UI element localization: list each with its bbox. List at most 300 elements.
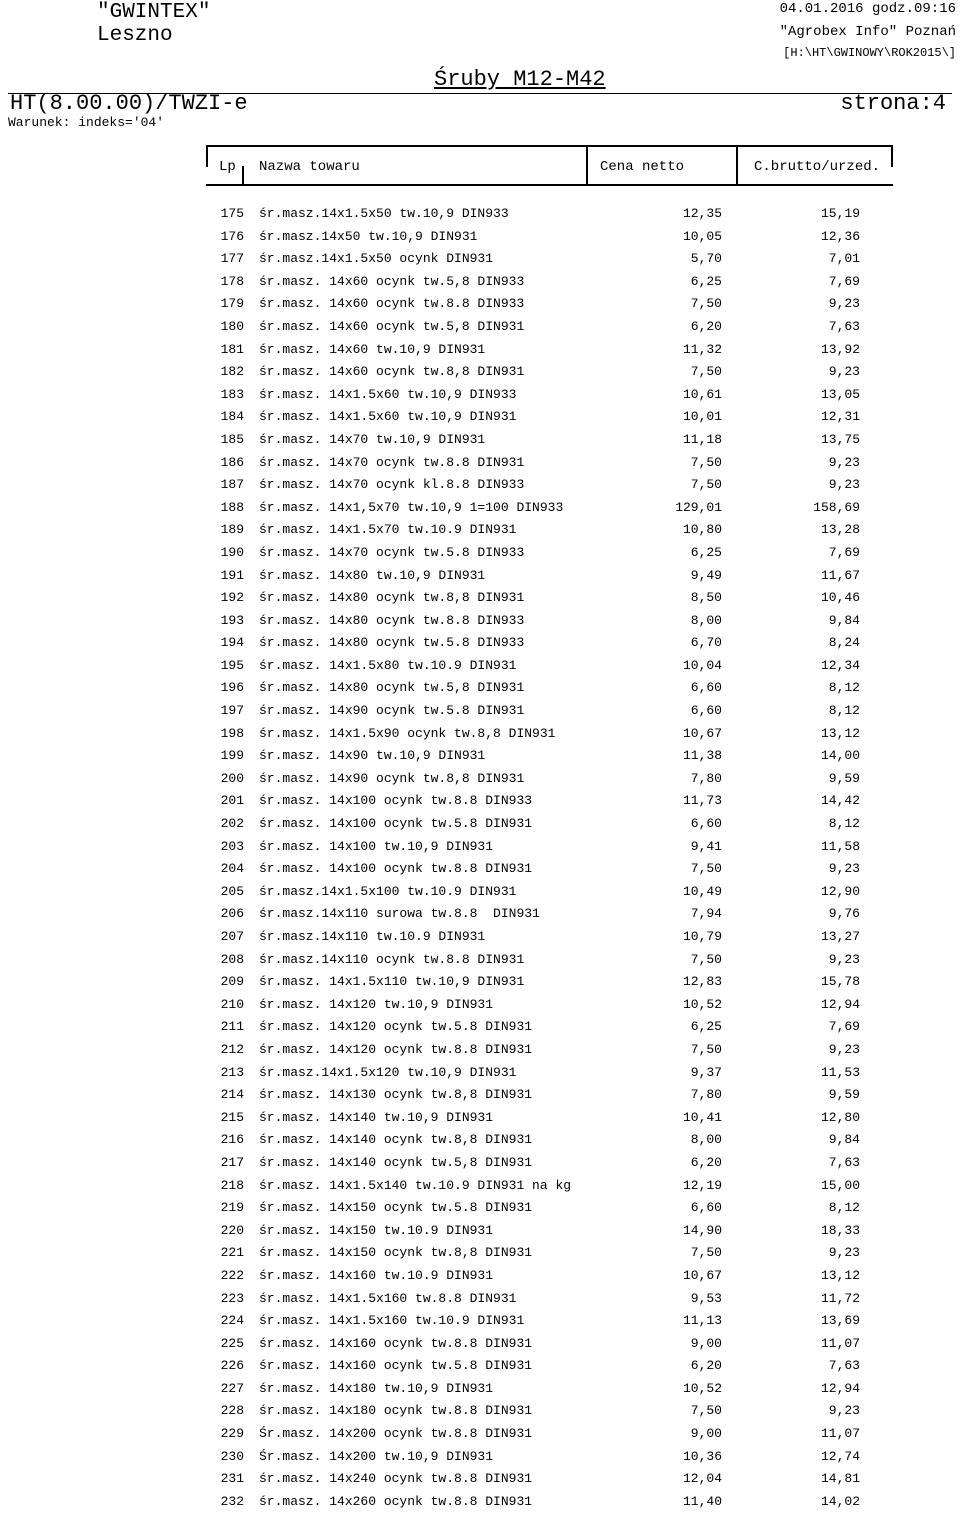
net-price: 7,80	[690, 770, 722, 786]
gross-price: 13,75	[820, 431, 860, 447]
gross-price: 13,27	[820, 929, 860, 944]
product-name: śr.masz. 14x80 ocynk tw.5,8 DIN931	[259, 680, 525, 696]
table-row	[0, 1423, 960, 1446]
gross-price: 9,59	[828, 770, 860, 786]
row-number: 179	[220, 296, 244, 312]
row-number: 187	[220, 477, 244, 493]
table-row	[0, 1016, 960, 1039]
table-row	[0, 1446, 960, 1469]
net-price: 9,00	[690, 1426, 722, 1442]
table-row	[0, 1310, 960, 1333]
software-author: "Agrobex Info" Poznań	[779, 24, 956, 40]
table-row	[0, 1242, 960, 1265]
row-number: 184	[220, 409, 244, 425]
table-row	[0, 587, 960, 610]
product-name: śr.masz. 14x80 ocynk tw.8,8 DIN931	[259, 590, 525, 606]
product-name: śr.masz. 14x1,5x70 tw.10,9 1=100 DIN933	[259, 499, 564, 515]
table-row	[0, 813, 960, 836]
product-name: śr.masz. 14x150 ocynk tw.5.8 DIN931	[259, 1200, 533, 1216]
product-name: śr.masz.14x110 tw.10.9 DIN931	[259, 929, 486, 944]
table-row	[0, 226, 960, 249]
row-number: 225	[220, 1335, 244, 1351]
product-name: śr.masz. 14x1.5x60 tw.10,9 DIN933	[259, 386, 517, 402]
net-price: 6,60	[690, 680, 722, 696]
row-number: 215	[220, 1109, 244, 1125]
product-name: śr.masz. 14x90 ocynk tw.8,8 DIN931	[259, 770, 525, 786]
net-price: 8,00	[690, 1132, 722, 1148]
gross-price: 13,28	[820, 522, 860, 538]
gross-price: 9,23	[828, 454, 860, 470]
net-price: 9,37	[690, 1064, 722, 1080]
table-row	[0, 361, 960, 384]
column-divider	[586, 166, 588, 186]
product-name: śr.masz. 14x90 tw.10,9 DIN931	[259, 748, 486, 764]
table-row	[0, 723, 960, 746]
product-name: śr.masz. 14x100 ocynk tw.8.8 DIN933	[259, 793, 533, 809]
table-row	[0, 949, 960, 972]
net-price: 12,19	[682, 1177, 722, 1193]
product-name: śr.masz. 14x1.5x60 tw.10,9 DIN931	[259, 409, 517, 425]
product-name: śr.masz. 14x130 ocynk tw.8,8 DIN931	[259, 1087, 533, 1103]
product-name: śr.masz. 14x1.5x80 tw.10.9 DIN931	[259, 657, 517, 673]
product-name: śr.masz.14x50 tw.10,9 DIN931	[259, 228, 478, 244]
product-name: śr.masz. 14x100 ocynk tw.5.8 DIN931	[259, 816, 533, 832]
net-price: 12,04	[682, 1471, 722, 1487]
row-number: 203	[220, 838, 244, 854]
gross-price: 11,07	[820, 1426, 860, 1442]
gross-price: 12,34	[820, 657, 860, 673]
gross-price: 9,23	[828, 477, 860, 493]
column-header-gross-price: C.brutto/urzed.	[754, 159, 881, 175]
net-price: 10,04	[682, 657, 722, 673]
row-number: 224	[220, 1313, 244, 1329]
table-row	[0, 610, 960, 633]
column-divider	[242, 166, 244, 186]
product-name: śr.masz. 14x150 tw.10.9 DIN931	[259, 1222, 494, 1238]
gross-price: 9,23	[828, 1403, 860, 1419]
product-name: śr.masz. 14x1.5x90 ocynk tw.8,8 DIN931	[259, 725, 556, 741]
gross-price: 9,23	[828, 296, 860, 312]
row-number: 216	[220, 1132, 244, 1148]
row-number: 223	[220, 1290, 244, 1306]
gross-price: 12,94	[820, 996, 860, 1012]
row-number: 181	[220, 341, 244, 357]
table-row	[0, 452, 960, 475]
gross-price: 7,63	[828, 1358, 860, 1374]
table-row	[0, 293, 960, 316]
table-row	[0, 497, 960, 520]
net-price: 7,94	[690, 906, 722, 922]
gross-price: 9,84	[828, 1132, 860, 1148]
row-number: 209	[220, 974, 244, 990]
table-row	[0, 858, 960, 881]
company-name: "GWINTEX"	[97, 1, 211, 24]
table-row	[0, 881, 960, 904]
row-number: 186	[220, 454, 244, 470]
gross-price: 15,00	[820, 1177, 860, 1193]
net-price: 11,38	[682, 748, 722, 764]
gross-price: 9,84	[828, 612, 860, 628]
product-name: Śr.masz. 14x200 ocynk tw.8.8 DIN931	[259, 1426, 533, 1442]
product-name: śr.masz. 14x1.5x160 tw.10.9 DIN931	[259, 1313, 525, 1329]
gross-price: 13,92	[820, 341, 860, 357]
product-name: śr.masz. 14x140 ocynk tw.8,8 DIN931	[259, 1132, 533, 1148]
net-price: 6,20	[690, 1154, 722, 1170]
row-number: 205	[220, 883, 244, 899]
product-name: śr.masz. 14x150 ocynk tw.8,8 DIN931	[259, 1245, 533, 1261]
net-price: 7,50	[690, 861, 722, 877]
report-title: Śruby M12-M42	[434, 67, 606, 92]
net-price: 6,60	[690, 703, 722, 719]
product-name: śr.masz. 14x70 tw.10,9 DIN931	[259, 431, 486, 447]
table-row	[0, 632, 960, 655]
row-number: 218	[220, 1177, 244, 1193]
row-number: 202	[220, 816, 244, 832]
gross-price: 8,12	[828, 680, 860, 696]
row-number: 178	[220, 273, 244, 289]
product-name: śr.masz. 14x70 ocynk tw.5.8 DIN933	[259, 544, 525, 560]
gross-price: 9,76	[828, 906, 860, 922]
row-number: 197	[220, 703, 244, 719]
product-name: śr.masz. 14x60 tw.10,9 DIN931	[259, 341, 486, 357]
row-number: 206	[220, 906, 244, 922]
product-name: śr.masz. 14x80 tw.10,9 DIN931	[259, 567, 486, 583]
table-row	[0, 1129, 960, 1152]
gross-price: 13,12	[820, 725, 860, 741]
row-number: 204	[220, 861, 244, 877]
product-name: śr.masz. 14x60 ocynk tw.8.8 DIN933	[259, 296, 525, 312]
product-name: śr.masz. 14x180 ocynk tw.8.8 DIN931	[259, 1403, 533, 1419]
table-row	[0, 1084, 960, 1107]
net-price: 12,83	[682, 974, 722, 990]
net-price: 7,50	[690, 951, 722, 967]
gross-price: 12,36	[820, 228, 860, 244]
table-row	[0, 248, 960, 271]
product-name: Śr.masz. 14x200 tw.10,9 DIN931	[259, 1448, 494, 1464]
product-name: śr.masz. 14x240 ocynk tw.8.8 DIN931	[259, 1471, 533, 1487]
gross-price: 9,23	[828, 861, 860, 877]
gross-price: 18,33	[820, 1222, 860, 1238]
row-number: 229	[220, 1426, 244, 1442]
net-price: 12,35	[682, 206, 722, 221]
row-number: 228	[220, 1403, 244, 1419]
gross-price: 15,19	[820, 206, 860, 221]
column-divider	[586, 147, 588, 167]
net-price: 129,01	[675, 499, 722, 515]
product-name: śr.masz.14x1.5x50 ocynk DIN931	[259, 251, 494, 267]
gross-price: 14,42	[820, 793, 860, 809]
gross-price: 14,00	[820, 748, 860, 764]
product-name: śr.masz. 14x60 ocynk tw.8,8 DIN931	[259, 364, 525, 380]
table-row	[0, 1378, 960, 1401]
product-name: śr.masz.14x110 surowa tw.8.8 DIN931	[259, 906, 540, 922]
net-price: 7,50	[690, 477, 722, 493]
net-price: 9,49	[690, 567, 722, 583]
row-number: 221	[220, 1245, 244, 1261]
product-name: śr.masz. 14x120 tw.10,9 DIN931	[259, 996, 494, 1012]
column-divider	[206, 147, 208, 167]
gross-price: 14,02	[820, 1493, 860, 1509]
column-divider	[736, 166, 738, 186]
net-price: 10,01	[682, 409, 722, 425]
net-price: 9,53	[690, 1290, 722, 1306]
table-row	[0, 1355, 960, 1378]
net-price: 10,41	[682, 1109, 722, 1125]
gross-price: 12,80	[820, 1109, 860, 1125]
product-name: śr.masz. 14x80 ocynk tw.5.8 DIN933	[259, 635, 525, 651]
net-price: 14,90	[682, 1222, 722, 1238]
net-price: 10,52	[682, 996, 722, 1012]
row-number: 196	[220, 680, 244, 696]
row-number: 191	[220, 567, 244, 583]
row-number: 230	[220, 1448, 244, 1464]
column-header-name: Nazwa towaru	[259, 159, 360, 175]
filter-condition: Warunek: indeks='04'	[8, 115, 165, 130]
table-row	[0, 768, 960, 791]
gross-price: 13,69	[820, 1313, 860, 1329]
product-name: śr.masz. 14x120 ocynk tw.8.8 DIN931	[259, 1041, 533, 1057]
print-date: 04.01.2016 godz.09:16	[779, 1, 956, 17]
net-price: 10,49	[682, 883, 722, 899]
gross-price: 12,90	[820, 883, 860, 899]
product-name: śr.masz.14x1.5x120 tw.10,9 DIN931	[259, 1064, 517, 1080]
column-header-net-price: Cena netto	[600, 159, 685, 175]
product-name: śr.masz. 14x100 tw.10,9 DIN931	[259, 838, 494, 854]
product-name: śr.masz. 14x1.5x70 tw.10.9 DIN931	[259, 522, 517, 538]
table-row	[0, 565, 960, 588]
table-row	[0, 903, 960, 926]
gross-price: 8,24	[828, 635, 860, 651]
table-row	[0, 745, 960, 768]
net-price: 11,73	[682, 793, 722, 809]
row-number: 190	[220, 544, 244, 560]
table-row	[0, 1468, 960, 1491]
row-number: 194	[220, 635, 244, 651]
net-price: 7,50	[690, 1403, 722, 1419]
net-price: 7,50	[690, 454, 722, 470]
company-city: Leszno	[97, 24, 173, 47]
gross-price: 9,23	[828, 951, 860, 967]
product-name: śr.masz. 14x70 ocynk tw.8.8 DIN931	[259, 454, 525, 470]
row-number: 180	[220, 318, 244, 334]
net-price: 11,13	[682, 1313, 722, 1329]
table-row	[0, 1265, 960, 1288]
table-row	[0, 203, 960, 226]
gross-price: 9,23	[828, 1041, 860, 1057]
net-price: 7,80	[690, 1087, 722, 1103]
product-name: śr.masz. 14x100 ocynk tw.8.8 DIN931	[259, 861, 533, 877]
net-price: 11,18	[682, 431, 722, 447]
table-row	[0, 655, 960, 678]
row-number: 214	[220, 1087, 244, 1103]
row-number: 188	[220, 499, 244, 515]
product-name: śr.masz. 14x120 ocynk tw.5.8 DIN931	[259, 1019, 533, 1035]
report-code: HT(8.00.00)/TWZI-e	[10, 91, 248, 116]
table-row	[0, 677, 960, 700]
gross-price: 9,23	[828, 364, 860, 380]
product-name: śr.masz. 14x80 ocynk tw.8.8 DIN933	[259, 612, 525, 628]
row-number: 208	[220, 951, 244, 967]
table-row	[0, 1107, 960, 1130]
gross-price: 158,69	[813, 499, 860, 515]
gross-price: 8,12	[828, 1200, 860, 1216]
table-row	[0, 700, 960, 723]
row-number: 207	[220, 929, 244, 944]
net-price: 10,36	[682, 1448, 722, 1464]
gross-price: 7,69	[828, 273, 860, 289]
column-header	[206, 145, 893, 186]
net-price: 10,52	[682, 1380, 722, 1396]
row-number: 212	[220, 1041, 244, 1057]
column-divider	[736, 147, 738, 167]
product-name: śr.masz. 14x90 ocynk tw.5.8 DIN931	[259, 703, 525, 719]
row-number: 183	[220, 386, 244, 402]
row-number: 193	[220, 612, 244, 628]
table-row	[0, 1333, 960, 1356]
gross-price: 15,78	[820, 974, 860, 990]
row-number: 201	[220, 793, 244, 809]
row-number: 227	[220, 1380, 244, 1396]
gross-price: 12,74	[820, 1448, 860, 1464]
row-number: 210	[220, 996, 244, 1012]
net-price: 10,67	[682, 1267, 722, 1283]
gross-price: 11,58	[820, 838, 860, 854]
gross-price: 14,81	[820, 1471, 860, 1487]
net-price: 6,60	[690, 816, 722, 832]
row-number: 192	[220, 590, 244, 606]
gross-price: 11,72	[820, 1290, 860, 1306]
net-price: 6,70	[690, 635, 722, 651]
gross-price: 8,12	[828, 703, 860, 719]
table-row	[0, 1039, 960, 1062]
table-row	[0, 836, 960, 859]
table-row	[0, 519, 960, 542]
product-name: śr.masz. 14x180 tw.10,9 DIN931	[259, 1380, 494, 1396]
column-header-lp: Lp	[219, 159, 236, 175]
net-price: 11,32	[682, 341, 722, 357]
net-price: 10,05	[682, 228, 722, 244]
table-row	[0, 429, 960, 452]
product-name: śr.masz. 14x140 ocynk tw.5,8 DIN931	[259, 1154, 533, 1170]
product-name: śr.masz.14x110 ocynk tw.8.8 DIN931	[259, 951, 525, 967]
row-number: 231	[220, 1471, 244, 1487]
table-row	[0, 1152, 960, 1175]
column-divider	[891, 147, 893, 167]
row-number: 198	[220, 725, 244, 741]
product-name: śr.masz.14x1.5x100 tw.10.9 DIN931	[259, 883, 517, 899]
table-row	[0, 1220, 960, 1243]
table-row	[0, 1197, 960, 1220]
row-number: 177	[220, 251, 244, 267]
table-row	[0, 1062, 960, 1085]
row-number: 222	[220, 1267, 244, 1283]
product-name: śr.masz. 14x1.5x110 tw.10,9 DIN931	[259, 974, 525, 990]
row-number: 226	[220, 1358, 244, 1374]
net-price: 6,25	[690, 544, 722, 560]
net-price: 8,50	[690, 590, 722, 606]
row-number: 175	[220, 206, 244, 221]
net-price: 11,40	[682, 1493, 722, 1509]
table-row	[0, 790, 960, 813]
product-name: śr.masz. 14x140 tw.10,9 DIN931	[259, 1109, 494, 1125]
gross-price: 12,31	[820, 409, 860, 425]
product-name: śr.masz. 14x160 ocynk tw.5.8 DIN931	[259, 1358, 533, 1374]
table-row	[0, 926, 960, 949]
row-number: 211	[220, 1019, 244, 1035]
gross-price: 8,12	[828, 816, 860, 832]
gross-price: 7,63	[828, 318, 860, 334]
net-price: 10,80	[682, 522, 722, 538]
gross-price: 9,59	[828, 1087, 860, 1103]
table-row	[0, 1400, 960, 1423]
gross-price: 11,53	[820, 1064, 860, 1080]
net-price: 6,25	[690, 1019, 722, 1035]
net-price: 7,50	[690, 1245, 722, 1261]
net-price: 9,41	[690, 838, 722, 854]
price-table	[0, 203, 960, 1513]
product-name: śr.masz. 14x1.5x140 tw.10.9 DIN931 na kg	[259, 1177, 572, 1193]
net-price: 5,70	[690, 251, 722, 267]
table-row	[0, 384, 960, 407]
gross-price: 7,69	[828, 544, 860, 560]
table-row	[0, 406, 960, 429]
row-number: 189	[220, 522, 244, 538]
net-price: 7,50	[690, 1041, 722, 1057]
net-price: 10,61	[682, 386, 722, 402]
net-price: 6,20	[690, 1358, 722, 1374]
row-number: 185	[220, 431, 244, 447]
net-price: 7,50	[690, 296, 722, 312]
net-price: 7,50	[690, 364, 722, 380]
gross-price: 9,23	[828, 1245, 860, 1261]
gross-price: 13,05	[820, 386, 860, 402]
net-price: 9,00	[690, 1335, 722, 1351]
net-price: 6,25	[690, 273, 722, 289]
row-number: 220	[220, 1222, 244, 1238]
row-number: 217	[220, 1154, 244, 1170]
product-name: śr.masz. 14x260 ocynk tw.8.8 DIN931	[259, 1493, 533, 1509]
row-number: 199	[220, 748, 244, 764]
row-number: 213	[220, 1064, 244, 1080]
product-name: śr.masz. 14x1.5x160 tw.8.8 DIN931	[259, 1290, 517, 1306]
gross-price: 7,69	[828, 1019, 860, 1035]
table-row	[0, 474, 960, 497]
net-price: 8,00	[690, 612, 722, 628]
net-price: 6,60	[690, 1200, 722, 1216]
row-number: 200	[220, 770, 244, 786]
net-price: 6,20	[690, 318, 722, 334]
product-name: śr.masz. 14x70 ocynk kl.8.8 DIN933	[259, 477, 525, 493]
net-price: 10,79	[682, 929, 722, 944]
product-name: śr.masz. 14x160 ocynk tw.8.8 DIN931	[259, 1335, 533, 1351]
table-row	[0, 339, 960, 362]
gross-price: 13,12	[820, 1267, 860, 1283]
row-number: 182	[220, 364, 244, 380]
row-number: 232	[220, 1493, 244, 1509]
product-name: śr.masz. 14x160 tw.10.9 DIN931	[259, 1267, 494, 1283]
gross-price: 12,94	[820, 1380, 860, 1396]
table-row	[0, 316, 960, 339]
gross-price: 11,67	[820, 567, 860, 583]
row-number: 176	[220, 228, 244, 244]
table-row	[0, 271, 960, 294]
file-path: [H:\HT\GWINOWY\ROK2015\]	[783, 46, 956, 60]
table-row	[0, 1288, 960, 1311]
gross-price: 7,01	[828, 251, 860, 267]
table-row	[0, 1175, 960, 1198]
table-row	[0, 971, 960, 994]
gross-price: 11,07	[820, 1335, 860, 1351]
